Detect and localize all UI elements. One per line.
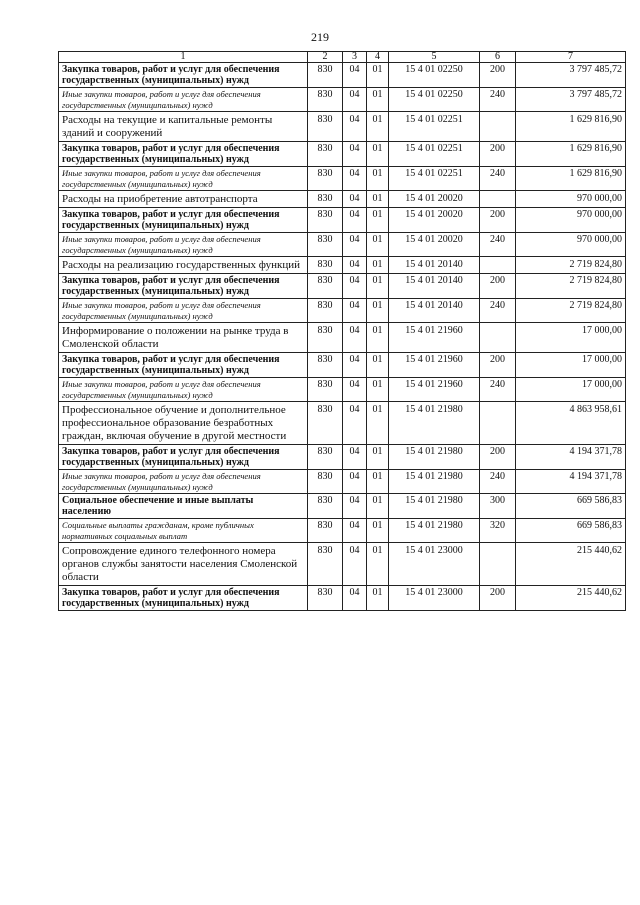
row-subsection-cell: 01 — [367, 112, 389, 142]
row-section-cell: 04 — [343, 323, 367, 353]
row-expense-type-cell — [480, 323, 516, 353]
row-code-cell: 830 — [308, 274, 343, 299]
row-code-cell: 830 — [308, 543, 343, 586]
row-target-article-cell: 15 4 01 02251 — [389, 112, 480, 142]
row-section-cell: 04 — [343, 378, 367, 402]
row-subsection-cell: 01 — [367, 586, 389, 611]
row-code-cell: 830 — [308, 519, 343, 543]
row-name-cell: Информирование о положении на рынке труда в Смоленской области — [59, 323, 308, 353]
row-amount-cell: 215 440,62 — [516, 586, 626, 611]
row-section-cell: 04 — [343, 543, 367, 586]
row-name-cell: Расходы на реализацию государственных функций — [59, 257, 308, 274]
row-amount-cell: 1 629 816,90 — [516, 167, 626, 191]
row-expense-type-cell: 240 — [480, 378, 516, 402]
row-subsection-cell: 01 — [367, 323, 389, 353]
row-target-article-cell: 15 4 01 20140 — [389, 299, 480, 323]
page-number: 219 — [311, 30, 329, 44]
table-row — [59, 257, 626, 274]
row-target-article-cell: 15 4 01 20140 — [389, 257, 480, 274]
row-expense-type-cell: 200 — [480, 274, 516, 299]
table-row — [59, 299, 626, 323]
row-expense-type-cell: 200 — [480, 586, 516, 611]
row-subsection-cell: 01 — [367, 63, 389, 88]
row-target-article-cell: 15 4 01 21960 — [389, 378, 480, 402]
row-amount-cell: 3 797 485,72 — [516, 88, 626, 112]
row-name-cell: Иные закупки товаров, работ и услуг для обеспечения государственных (муниципальных) нужд — [59, 167, 308, 191]
row-target-article-cell: 15 4 01 21980 — [389, 519, 480, 543]
row-target-article-cell: 15 4 01 20020 — [389, 233, 480, 257]
row-code-cell: 830 — [308, 353, 343, 378]
row-name-cell: Социальное обеспечение и иные выплаты населению — [59, 494, 308, 519]
row-code-cell: 830 — [308, 494, 343, 519]
row-expense-type-cell: 240 — [480, 233, 516, 257]
row-code-cell: 830 — [308, 586, 343, 611]
row-subsection-cell: 01 — [367, 257, 389, 274]
row-name-cell: Закупка товаров, работ и услуг для обеспечения государственных (муниципальных) нужд — [59, 586, 308, 611]
table-row — [59, 274, 626, 299]
row-amount-cell: 17 000,00 — [516, 378, 626, 402]
row-section-cell: 04 — [343, 445, 367, 470]
table-row — [59, 233, 626, 257]
row-amount-cell: 17 000,00 — [516, 323, 626, 353]
row-subsection-cell: 01 — [367, 88, 389, 112]
row-section-cell: 04 — [343, 519, 367, 543]
row-section-cell: 04 — [343, 586, 367, 611]
row-subsection-cell: 01 — [367, 543, 389, 586]
row-amount-cell: 17 000,00 — [516, 353, 626, 378]
row-section-cell: 04 — [343, 63, 367, 88]
row-expense-type-cell: 200 — [480, 142, 516, 167]
row-subsection-cell: 01 — [367, 378, 389, 402]
row-target-article-cell: 15 4 01 21980 — [389, 494, 480, 519]
row-code-cell: 830 — [308, 299, 343, 323]
row-code-cell: 830 — [308, 445, 343, 470]
row-section-cell: 04 — [343, 191, 367, 208]
row-amount-cell: 2 719 824,80 — [516, 299, 626, 323]
row-section-cell: 04 — [343, 142, 367, 167]
table-row — [59, 519, 626, 543]
row-expense-type-cell — [480, 543, 516, 586]
table-row — [59, 323, 626, 353]
row-code-cell: 830 — [308, 233, 343, 257]
table-row — [59, 142, 626, 167]
table-row — [59, 88, 626, 112]
row-name-cell: Иные закупки товаров, работ и услуг для обеспечения государственных (муниципальных) нужд — [59, 378, 308, 402]
row-target-article-cell: 15 4 01 21980 — [389, 470, 480, 494]
row-expense-type-cell: 300 — [480, 494, 516, 519]
row-target-article-cell: 15 4 01 02251 — [389, 167, 480, 191]
row-amount-cell: 4 194 371,78 — [516, 470, 626, 494]
table-row — [59, 63, 626, 88]
row-code-cell: 830 — [308, 167, 343, 191]
header-cell-5: 5 — [389, 52, 480, 63]
row-section-cell: 04 — [343, 470, 367, 494]
budget-table — [58, 51, 626, 611]
table-row — [59, 470, 626, 494]
row-amount-cell: 669 586,83 — [516, 494, 626, 519]
row-expense-type-cell: 200 — [480, 208, 516, 233]
row-target-article-cell: 15 4 01 21980 — [389, 402, 480, 445]
row-target-article-cell: 15 4 01 21960 — [389, 323, 480, 353]
row-name-cell: Иные закупки товаров, работ и услуг для обеспечения государственных (муниципальных) нужд — [59, 233, 308, 257]
table-row — [59, 208, 626, 233]
row-section-cell: 04 — [343, 257, 367, 274]
row-subsection-cell: 01 — [367, 494, 389, 519]
row-name-cell: Профессиональное обучение и дополнительное профессиональное образование безработных граждан, включая обучение в другой местности — [59, 402, 308, 445]
row-expense-type-cell — [480, 257, 516, 274]
header-cell-2: 2 — [308, 52, 343, 63]
row-expense-type-cell: 320 — [480, 519, 516, 543]
row-amount-cell: 1 629 816,90 — [516, 142, 626, 167]
row-code-cell: 830 — [308, 470, 343, 494]
row-subsection-cell: 01 — [367, 402, 389, 445]
row-expense-type-cell: 240 — [480, 299, 516, 323]
header-cell-7: 7 — [516, 52, 626, 63]
row-code-cell: 830 — [308, 112, 343, 142]
header-cell-6: 6 — [480, 52, 516, 63]
table-row — [59, 494, 626, 519]
row-code-cell: 830 — [308, 208, 343, 233]
row-code-cell: 830 — [308, 88, 343, 112]
row-target-article-cell: 15 4 01 23000 — [389, 543, 480, 586]
table-row — [59, 378, 626, 402]
row-subsection-cell: 01 — [367, 233, 389, 257]
row-expense-type-cell: 240 — [480, 167, 516, 191]
row-name-cell: Сопровождение единого телефонного номера органов службы занятости населения Смоленской области — [59, 543, 308, 586]
table-row — [59, 402, 626, 445]
row-target-article-cell: 15 4 01 02250 — [389, 63, 480, 88]
row-name-cell: Иные закупки товаров, работ и услуг для обеспечения государственных (муниципальных) нужд — [59, 88, 308, 112]
row-expense-type-cell: 200 — [480, 63, 516, 88]
row-section-cell: 04 — [343, 274, 367, 299]
row-subsection-cell: 01 — [367, 470, 389, 494]
row-subsection-cell: 01 — [367, 142, 389, 167]
table-row — [59, 445, 626, 470]
table-row — [59, 112, 626, 142]
row-target-article-cell: 15 4 01 23000 — [389, 586, 480, 611]
row-expense-type-cell: 200 — [480, 445, 516, 470]
row-subsection-cell: 01 — [367, 274, 389, 299]
header-cell-4: 4 — [367, 52, 389, 63]
table-header-row — [59, 52, 626, 63]
row-amount-cell: 3 797 485,72 — [516, 63, 626, 88]
row-section-cell: 04 — [343, 88, 367, 112]
row-name-cell: Закупка товаров, работ и услуг для обеспечения государственных (муниципальных) нужд — [59, 445, 308, 470]
row-expense-type-cell: 240 — [480, 88, 516, 112]
row-target-article-cell: 15 4 01 20140 — [389, 274, 480, 299]
row-expense-type-cell — [480, 191, 516, 208]
row-subsection-cell: 01 — [367, 519, 389, 543]
row-amount-cell: 1 629 816,90 — [516, 112, 626, 142]
row-name-cell: Закупка товаров, работ и услуг для обеспечения государственных (муниципальных) нужд — [59, 63, 308, 88]
row-target-article-cell: 15 4 01 02251 — [389, 142, 480, 167]
row-expense-type-cell — [480, 112, 516, 142]
row-expense-type-cell — [480, 402, 516, 445]
row-code-cell: 830 — [308, 378, 343, 402]
table-row — [59, 167, 626, 191]
row-target-article-cell: 15 4 01 20020 — [389, 191, 480, 208]
row-target-article-cell: 15 4 01 21960 — [389, 353, 480, 378]
row-section-cell: 04 — [343, 353, 367, 378]
row-subsection-cell: 01 — [367, 445, 389, 470]
row-subsection-cell: 01 — [367, 191, 389, 208]
row-subsection-cell: 01 — [367, 353, 389, 378]
row-code-cell: 830 — [308, 402, 343, 445]
row-code-cell: 830 — [308, 142, 343, 167]
row-code-cell: 830 — [308, 323, 343, 353]
row-name-cell: Закупка товаров, работ и услуг для обеспечения государственных (муниципальных) нужд — [59, 274, 308, 299]
row-expense-type-cell: 240 — [480, 470, 516, 494]
row-amount-cell: 970 000,00 — [516, 208, 626, 233]
row-expense-type-cell: 200 — [480, 353, 516, 378]
row-amount-cell: 669 586,83 — [516, 519, 626, 543]
row-name-cell: Закупка товаров, работ и услуг для обеспечения государственных (муниципальных) нужд — [59, 208, 308, 233]
row-section-cell: 04 — [343, 402, 367, 445]
table-row — [59, 191, 626, 208]
row-name-cell: Иные закупки товаров, работ и услуг для обеспечения государственных (муниципальных) нужд — [59, 470, 308, 494]
row-name-cell: Иные закупки товаров, работ и услуг для обеспечения государственных (муниципальных) нужд — [59, 299, 308, 323]
row-subsection-cell: 01 — [367, 167, 389, 191]
row-amount-cell: 970 000,00 — [516, 191, 626, 208]
row-section-cell: 04 — [343, 112, 367, 142]
row-code-cell: 830 — [308, 257, 343, 274]
row-code-cell: 830 — [308, 63, 343, 88]
row-target-article-cell: 15 4 01 21980 — [389, 445, 480, 470]
row-subsection-cell: 01 — [367, 208, 389, 233]
row-amount-cell: 4 194 371,78 — [516, 445, 626, 470]
table-row — [59, 543, 626, 586]
row-code-cell: 830 — [308, 191, 343, 208]
row-name-cell: Расходы на текущие и капитальные ремонты зданий и сооружений — [59, 112, 308, 142]
table-row — [59, 586, 626, 611]
row-section-cell: 04 — [343, 167, 367, 191]
table-row — [59, 353, 626, 378]
row-amount-cell: 4 863 958,61 — [516, 402, 626, 445]
row-amount-cell: 2 719 824,80 — [516, 274, 626, 299]
row-section-cell: 04 — [343, 233, 367, 257]
header-cell-1: 1 — [59, 52, 308, 63]
row-section-cell: 04 — [343, 299, 367, 323]
row-target-article-cell: 15 4 01 20020 — [389, 208, 480, 233]
row-section-cell: 04 — [343, 494, 367, 519]
row-name-cell: Закупка товаров, работ и услуг для обеспечения государственных (муниципальных) нужд — [59, 353, 308, 378]
row-name-cell: Закупка товаров, работ и услуг для обеспечения государственных (муниципальных) нужд — [59, 142, 308, 167]
row-name-cell: Социальные выплаты гражданам, кроме публичных нормативных социальных выплат — [59, 519, 308, 543]
header-cell-3: 3 — [343, 52, 367, 63]
row-name-cell: Расходы на приобретение автотранспорта — [59, 191, 308, 208]
row-amount-cell: 970 000,00 — [516, 233, 626, 257]
row-subsection-cell: 01 — [367, 299, 389, 323]
row-amount-cell: 2 719 824,80 — [516, 257, 626, 274]
row-section-cell: 04 — [343, 208, 367, 233]
row-amount-cell: 215 440,62 — [516, 543, 626, 586]
row-target-article-cell: 15 4 01 02250 — [389, 88, 480, 112]
